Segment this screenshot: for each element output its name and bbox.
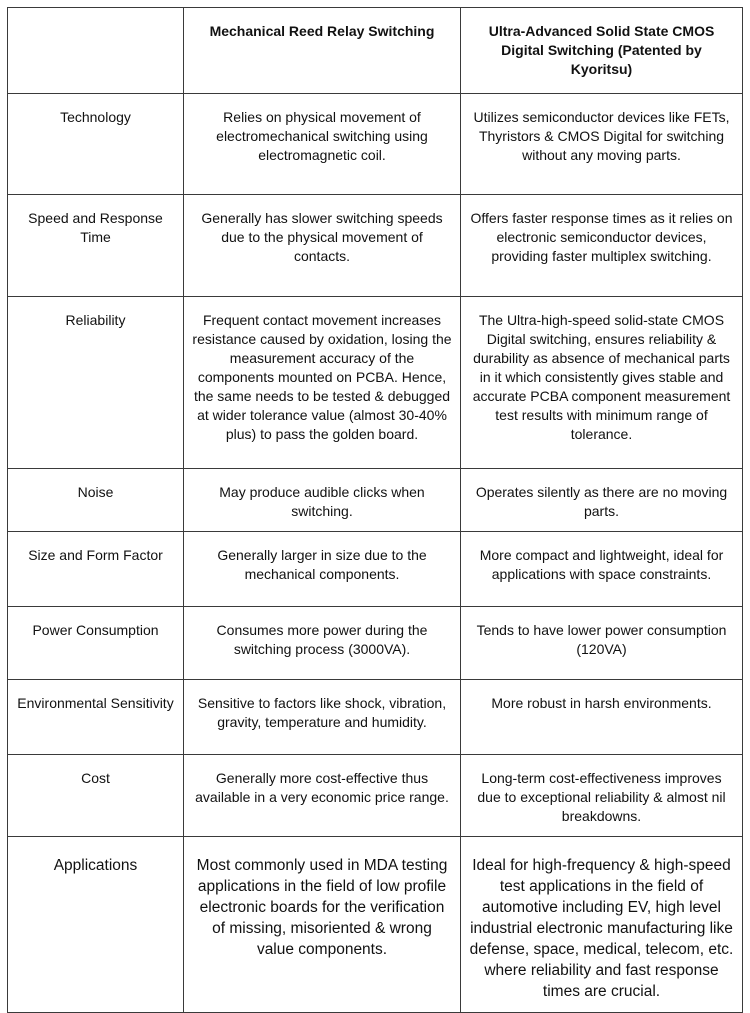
cmos-cell: More robust in harsh environments. [461,680,743,755]
table-row [8,94,743,195]
row-feature: Noise [8,469,184,532]
row-feature: Speed and Response Time [8,195,184,297]
reed-cell: Relies on physical movement of electromechanical switching using electromagnetic coil. [184,94,461,195]
table-row [8,837,743,1013]
header-cmos-switching: Ultra-Advanced Solid State CMOS Digital Switching (Patented by Kyoritsu) [461,8,743,94]
reed-cell: Frequent contact movement increases resistance caused by oxidation, losing the measurement accuracy of the components mounted on PCBA. Hence, the same needs to be tested & debugged at wider tolerance value (almost 30-40% plus) to pass the golden board. [184,297,461,469]
cmos-cell: Utilizes semiconductor devices like FETs, Thyristors & CMOS Digital for switching without any moving parts. [461,94,743,195]
table-row [8,755,743,837]
reed-cell: Generally larger in size due to the mechanical components. [184,532,461,607]
row-feature: Power Consumption [8,607,184,680]
row-feature: Reliability [8,297,184,469]
reed-cell: Generally has slower switching speeds due to the physical movement of contacts. [184,195,461,297]
cmos-cell: Offers faster response times as it relies on electronic semiconductor devices, providing faster multiplex switching. [461,195,743,297]
reed-cell: Sensitive to factors like shock, vibration, gravity, temperature and humidity. [184,680,461,755]
row-feature: Environmental Sensitivity [8,680,184,755]
cmos-cell: Operates silently as there are no moving parts. [461,469,743,532]
cmos-cell: Tends to have lower power consumption (120VA) [461,607,743,680]
table-row [8,195,743,297]
row-feature: Technology [8,94,184,195]
row-feature: Cost [8,755,184,837]
table-row [8,469,743,532]
table-row [8,532,743,607]
table-row [8,607,743,680]
header-feature [8,8,184,94]
reed-cell: May produce audible clicks when switching. [184,469,461,532]
reed-cell: Generally more cost-effective thus available in a very economic price range. [184,755,461,837]
reed-cell: Most commonly used in MDA testing applications in the field of low profile electronic boards for the verification of missing, misoriented & wrong value components. [184,837,461,1013]
table-header-row [8,8,743,94]
row-feature: Applications [8,837,184,1013]
cmos-cell: Long-term cost-effectiveness improves due to exceptional reliability & almost nil breakdowns. [461,755,743,837]
header-reed-relay: Mechanical Reed Relay Switching [184,8,461,94]
table-row [8,680,743,755]
reed-cell: Consumes more power during the switching process (3000VA). [184,607,461,680]
cmos-cell: More compact and lightweight, ideal for applications with space constraints. [461,532,743,607]
comparison-table [7,7,743,1013]
cmos-cell: Ideal for high-frequency & high-speed test applications in the field of automotive including EV, high level industrial electronic manufacturing like defense, space, medical, telecom, etc. where reliability and fast response times are crucial. [461,837,743,1013]
row-feature: Size and Form Factor [8,532,184,607]
cmos-cell: The Ultra-high-speed solid-state CMOS Digital switching, ensures reliability & durability as absence of mechanical parts in it which consistently gives stable and accurate PCBA component measurement test results with minimum range of tolerance. [461,297,743,469]
table-row [8,297,743,469]
